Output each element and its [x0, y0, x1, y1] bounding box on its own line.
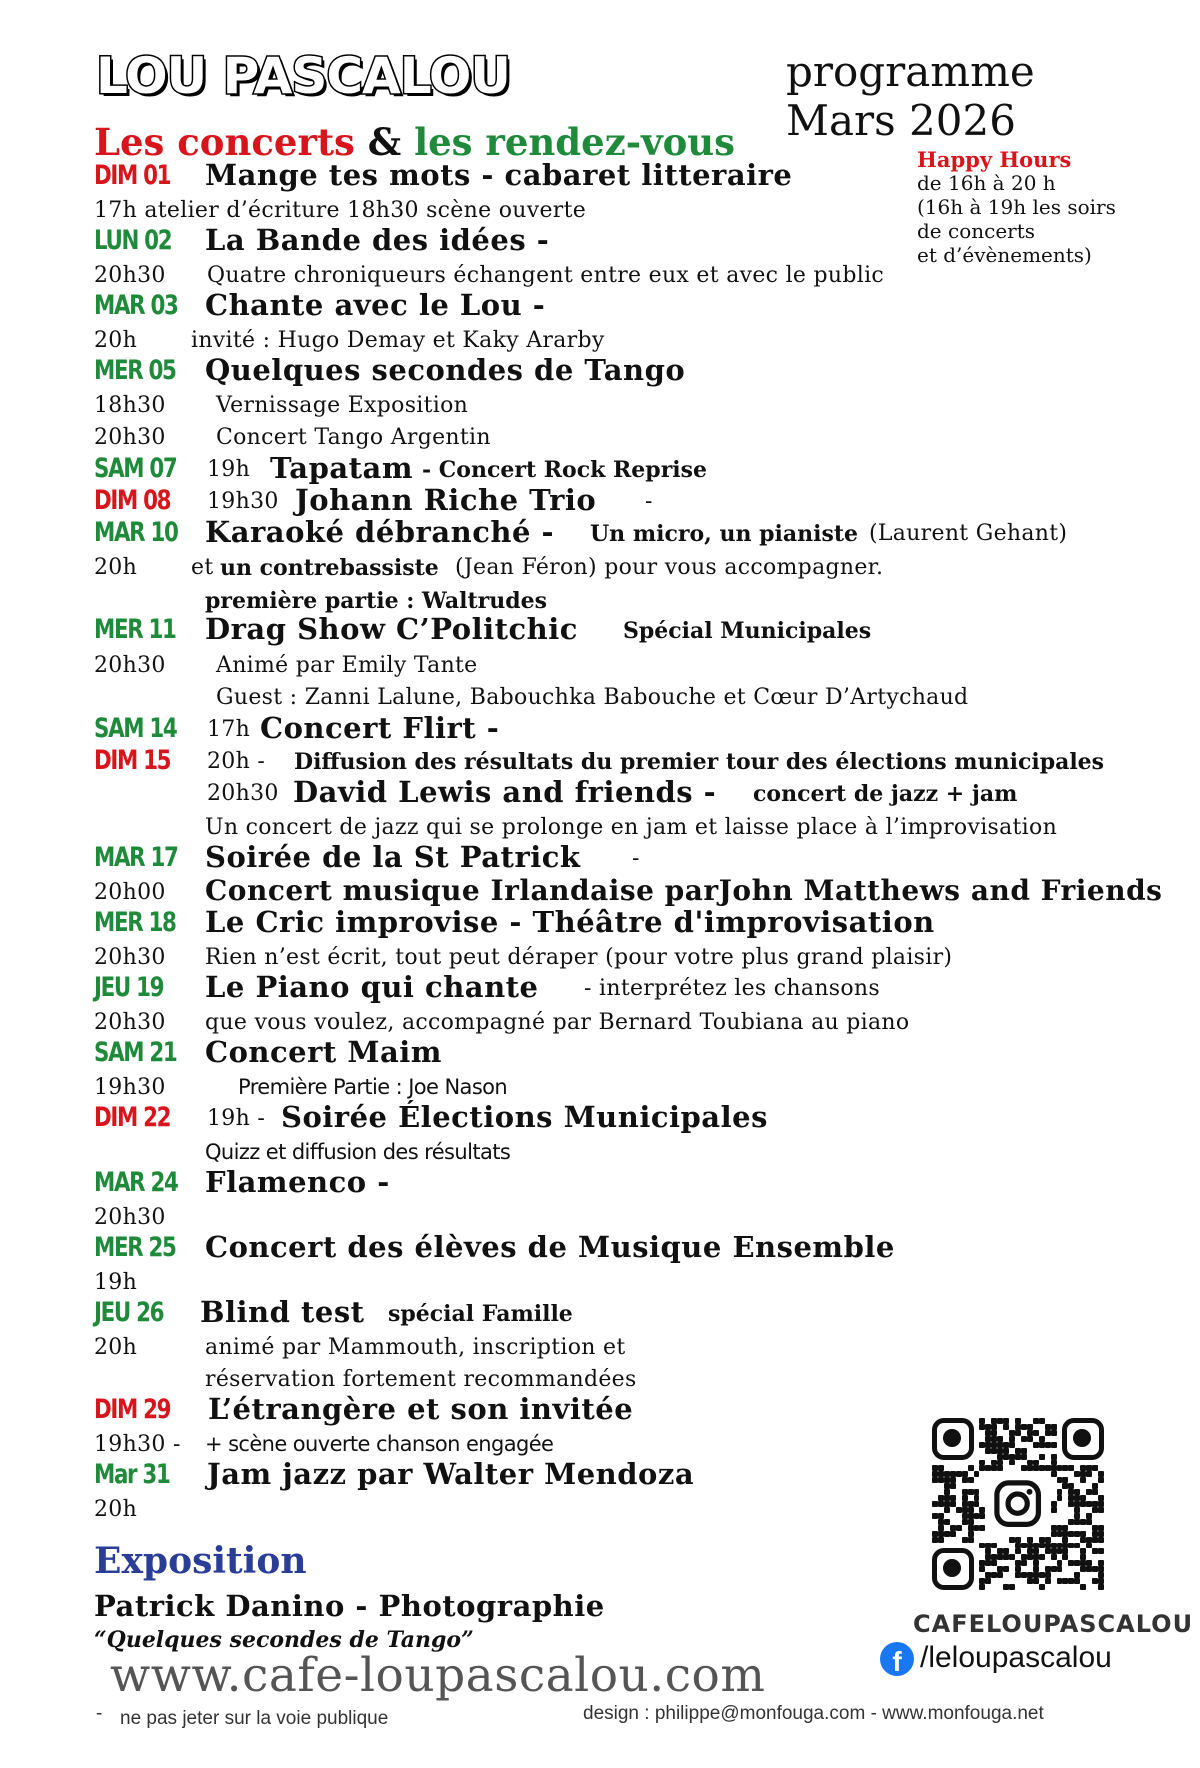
qr-module [968, 1519, 974, 1525]
event-title: Karaoké débranché - [205, 515, 555, 549]
event-title: David Lewis and friends - [293, 775, 717, 809]
event-subtitle: - Concert Rock Reprise [422, 457, 708, 483]
event-time: 20h30 [207, 781, 279, 806]
qr-module [1051, 1531, 1057, 1537]
qr-module [938, 1531, 944, 1537]
qr-module [1033, 1578, 1039, 1584]
facebook-link[interactable] [880, 1641, 1112, 1676]
qr-module [1074, 1513, 1080, 1519]
qr-module [1051, 1507, 1057, 1513]
event-day: MER 18 [94, 907, 176, 938]
qr-module [1098, 1525, 1104, 1531]
qr-module [1045, 1578, 1051, 1584]
qr-module [1027, 1554, 1033, 1560]
event-title: Soirée Élections Municipales [281, 1100, 768, 1134]
event-title: Tapatam [270, 451, 414, 485]
qr-module [1021, 1454, 1027, 1460]
event-day: MER 11 [94, 614, 176, 645]
event-time: 19h30 [94, 1075, 166, 1100]
event-subtitle: - interprétez les chansons [584, 976, 880, 1001]
qr-module [1098, 1537, 1104, 1543]
qr-module [1051, 1566, 1057, 1572]
qr-module [1009, 1554, 1015, 1560]
event-time: 20h30 [94, 1010, 166, 1035]
qr-module [1027, 1424, 1033, 1430]
event-day: MAR 17 [94, 842, 178, 873]
qr-module [962, 1513, 968, 1519]
qr-module [1039, 1454, 1045, 1460]
qr-module [938, 1501, 944, 1507]
qr-module [1009, 1442, 1015, 1448]
event-title: L’étrangère et son invitée [208, 1392, 634, 1426]
event-detail: Vernissage Exposition [216, 393, 469, 418]
qr-module [944, 1507, 950, 1513]
logo-text: LOU PASCALOU [96, 47, 510, 105]
qr-module [979, 1513, 985, 1519]
event-time: 19h [94, 1270, 138, 1295]
qr-module [1062, 1525, 1068, 1531]
event-detail: réservation fortement recommandées [205, 1367, 637, 1392]
qr-module [956, 1525, 962, 1531]
happy-hours-title: Happy Hours [917, 147, 1072, 172]
event-day: DIM 01 [94, 160, 171, 191]
footer-dash: - [96, 1703, 103, 1724]
qr-module [1009, 1584, 1015, 1590]
event-day: DIM 29 [94, 1394, 171, 1425]
qr-module [1021, 1560, 1027, 1566]
website-link[interactable]: www.cafe-loupascalou.com [110, 1648, 766, 1703]
qr-module [1039, 1418, 1045, 1424]
qr-module [997, 1436, 1003, 1442]
event-detail: et [191, 555, 214, 580]
qr-module [938, 1513, 944, 1519]
event-day: SAM 07 [94, 453, 177, 484]
qr-module [962, 1507, 968, 1513]
qr-module [997, 1465, 1003, 1471]
qr-module [1092, 1489, 1098, 1495]
qr-module [1015, 1430, 1021, 1436]
event-title: Chante avec le Lou - [205, 288, 546, 322]
event-detail: Quatre chroniqueurs échangent entre eux et avec le public [207, 263, 885, 288]
event-title: Jam jazz par Walter Mendoza [207, 1457, 695, 1491]
event-time: 18h30 [94, 393, 166, 418]
event-time: 20h30 [94, 653, 166, 678]
event-day: LUN 02 [94, 225, 172, 256]
qr-module [938, 1537, 944, 1543]
event-detail-bold: Diffusion des résultats du premier tour des élections municipales [294, 749, 1105, 775]
event-time: 20h [94, 555, 138, 580]
qr-module [1051, 1525, 1057, 1531]
event-day: MAR 24 [94, 1167, 178, 1198]
event-subtitle: Spécial Municipales [623, 618, 872, 644]
qr-module [1003, 1448, 1009, 1454]
qr-module [1039, 1436, 1045, 1442]
qr-module [1045, 1548, 1051, 1554]
qr-module [962, 1477, 968, 1483]
heading-ampersand: & [367, 120, 402, 164]
qr-module [1021, 1572, 1027, 1578]
qr-module [968, 1531, 974, 1537]
qr-module [1021, 1448, 1027, 1454]
qr-module [1098, 1584, 1104, 1590]
qr-module [1009, 1436, 1015, 1442]
happy-hours-line: de 16h à 20 h [917, 171, 1056, 195]
qr-module [1003, 1566, 1009, 1572]
event-time: 19h [207, 457, 251, 482]
qr-module [1027, 1430, 1033, 1436]
event-day: DIM 08 [94, 485, 171, 516]
qr-module [1057, 1495, 1063, 1501]
event-detail: (Jean Féron) pour vous accompagner. [455, 555, 884, 580]
qr-module [1080, 1531, 1086, 1537]
event-time: 20h30 [94, 263, 166, 288]
event-detail: Animé par Emily Tante [216, 653, 478, 678]
qr-module [956, 1507, 962, 1513]
qr-module [1074, 1578, 1080, 1584]
event-detail: Quizz et diffusion des résultats [205, 1140, 511, 1164]
qr-module [1015, 1548, 1021, 1554]
event-day: MAR 03 [94, 290, 178, 321]
qr-module [1039, 1465, 1045, 1471]
event-detail: Concert Tango Argentin [216, 425, 491, 450]
event-day: JEU 26 [94, 1297, 164, 1328]
event-detail-bold: un contrebassiste [220, 555, 439, 581]
event-title: Concert Flirt - [260, 711, 500, 745]
qr-module [956, 1471, 962, 1477]
qr-module [1062, 1537, 1068, 1543]
event-subtitle: Un micro, un pianiste [590, 521, 858, 547]
event-title: Le Piano qui chante [205, 970, 539, 1004]
qr-module [979, 1584, 985, 1590]
qr-module [944, 1519, 950, 1525]
qr-module [1021, 1436, 1027, 1442]
qr-module [991, 1430, 997, 1436]
qr-module [1027, 1465, 1033, 1471]
qr-module [1051, 1454, 1057, 1460]
event-day: MAR 10 [94, 517, 178, 548]
event-day: MER 05 [94, 355, 176, 386]
event-detail: (Laurent Gehant) [869, 521, 1068, 546]
footer-notice: ne pas jeter sur la voie publique [120, 1708, 389, 1729]
qr-module [1051, 1424, 1057, 1430]
event-day: Mar 31 [94, 1459, 170, 1490]
qr-module [1033, 1430, 1039, 1436]
qr-module [1098, 1531, 1104, 1537]
event-title: Concert des élèves de Musique Ensemble [205, 1230, 895, 1264]
qr-module [1033, 1465, 1039, 1471]
event-title: Drag Show C’Politchic [205, 612, 578, 646]
qr-module [1051, 1554, 1057, 1560]
qr-module [1039, 1442, 1045, 1448]
exposition-heading: Exposition [94, 1540, 307, 1582]
event-detail: invité : Hugo Demay et Kaky Ararby [191, 328, 605, 353]
qr-module [1086, 1519, 1092, 1525]
qr-module [1027, 1578, 1033, 1584]
event-time: 19h30 - [94, 1432, 181, 1457]
qr-module [968, 1489, 974, 1495]
qr-module [950, 1501, 956, 1507]
qr-module [950, 1483, 956, 1489]
qr-module [968, 1525, 974, 1531]
instagram-handle[interactable]: CAFELOUPASCALOU [913, 1610, 1194, 1638]
qr-module [1080, 1477, 1086, 1483]
event-detail: 17h atelier d’écriture 18h30 scène ouverte [94, 198, 587, 223]
event-time: 20h - [207, 749, 266, 774]
qr-module [950, 1525, 956, 1531]
event-day: SAM 14 [94, 713, 177, 744]
event-dash: - [632, 846, 640, 871]
qr-module [1045, 1424, 1051, 1430]
event-day: DIM 15 [94, 745, 171, 776]
qr-module [1033, 1418, 1039, 1424]
qr-module [1039, 1543, 1045, 1549]
event-day: MER 25 [94, 1232, 176, 1263]
qr-module [1051, 1471, 1057, 1477]
event-time: 20h30 [94, 945, 166, 970]
event-title: Soirée de la St Patrick [205, 840, 581, 874]
event-detail-bold: première partie : Waltrudes [205, 588, 547, 614]
qr-module [979, 1507, 985, 1513]
qr-module [1045, 1537, 1051, 1543]
event-title: Mange tes mots - cabaret litteraire [205, 158, 793, 192]
event-time: 19h - [207, 1106, 266, 1131]
happy-hours-line: de concerts [917, 219, 1036, 243]
qr-module [1027, 1436, 1033, 1442]
qr-module [1015, 1537, 1021, 1543]
qr-finder-pattern [932, 1548, 974, 1590]
qr-module [968, 1507, 974, 1513]
qr-module [1098, 1548, 1104, 1554]
qr-module [962, 1537, 968, 1543]
qr-module [968, 1477, 974, 1483]
qr-finder-pattern [932, 1418, 974, 1460]
event-time: 20h [94, 1497, 138, 1522]
qr-module [968, 1513, 974, 1519]
event-day: DIM 22 [94, 1102, 171, 1133]
event-time: 20h30 [94, 425, 166, 450]
qr-module [1027, 1537, 1033, 1543]
qr-module [1080, 1584, 1086, 1590]
event-title: Flamenco - [205, 1165, 390, 1199]
qr-module [938, 1477, 944, 1483]
qr-module [974, 1501, 980, 1507]
event-detail-bold: Concert musique Irlandaise parJohn Matthews and Friends [205, 874, 1163, 907]
month-title: Mars 2026 [786, 96, 1016, 145]
event-subtitle: concert de jazz + jam [753, 781, 1018, 807]
qr-module [1045, 1430, 1051, 1436]
event-day: SAM 21 [94, 1037, 177, 1068]
event-dash: - [645, 489, 653, 514]
qr-module [1086, 1513, 1092, 1519]
event-time: 20h [94, 1335, 138, 1360]
qr-module [968, 1465, 974, 1471]
qr-module [991, 1424, 997, 1430]
exposition-work: “Quelques secondes de Tango” [94, 1627, 474, 1653]
qr-module [1045, 1465, 1051, 1471]
event-title: La Bande des idées - [205, 223, 550, 257]
qr-module [1057, 1566, 1063, 1572]
event-time: 19h30 [207, 489, 279, 514]
event-detail: Première Partie : Joe Nason [238, 1075, 508, 1099]
event-subtitle: spécial Famille [388, 1301, 573, 1327]
qr-module [1021, 1465, 1027, 1471]
qr-module [938, 1525, 944, 1531]
qr-module [1051, 1442, 1057, 1448]
event-detail: Un concert de jazz qui se prolonge en jam et laisse place à l’improvisation [205, 815, 1058, 840]
event-title: Quelques secondes de Tango [205, 353, 686, 387]
event-title: Le Cric improvise - Théâtre d'improvisation [205, 905, 935, 939]
qr-module [1074, 1507, 1080, 1513]
event-detail: Guest : Zanni Lalune, Babouchka Babouche et Cœur D’Artychaud [216, 685, 969, 710]
qr-module [1051, 1430, 1057, 1436]
qr-module [974, 1471, 980, 1477]
happy-hours-line: et d’évènements) [917, 243, 1092, 267]
event-detail: Rien n’est écrit, tout peut déraper (pour votre plus grand plaisir) [205, 945, 953, 970]
exposition-artist: Patrick Danino - Photographie [94, 1589, 605, 1623]
event-detail: + scène ouverte chanson engagée [205, 1432, 554, 1456]
heading-rendez-vous: les rendez-vous [414, 120, 735, 164]
qr-module [1086, 1471, 1092, 1477]
qr-module [962, 1519, 968, 1525]
footer-design-credit: design : philippe@monfouga.com - www.monfouga.net [583, 1703, 1044, 1724]
qr-code[interactable] [932, 1418, 1104, 1590]
happy-hours-line: (16h à 19h les soirs [917, 195, 1116, 219]
facebook-icon: f [880, 1642, 914, 1676]
qr-module [1098, 1477, 1104, 1483]
qr-module [997, 1572, 1003, 1578]
qr-finder-pattern [1062, 1418, 1104, 1460]
qr-module [944, 1531, 950, 1537]
event-detail: que vous voulez, accompagné par Bernard Toubiana au piano [205, 1010, 910, 1035]
event-time: 20h [94, 328, 138, 353]
event-time: 17h [207, 717, 251, 742]
event-title: Concert Maim [205, 1035, 442, 1069]
qr-module [938, 1519, 944, 1525]
qr-module [950, 1531, 956, 1537]
qr-module [1033, 1442, 1039, 1448]
qr-module [968, 1537, 974, 1543]
event-detail: animé par Mammouth, inscription et [205, 1335, 626, 1360]
qr-module [985, 1578, 991, 1584]
qr-module [979, 1525, 985, 1531]
programme-label: programme [786, 47, 1035, 96]
event-title: Blind test [200, 1295, 365, 1329]
qr-module [1045, 1442, 1051, 1448]
qr-module [1003, 1424, 1009, 1430]
event-time: 20h00 [94, 880, 166, 905]
heading-concerts: Les concerts [94, 120, 355, 164]
event-time: 20h30 [94, 1205, 166, 1230]
qr-module [1039, 1572, 1045, 1578]
qr-module [1098, 1507, 1104, 1513]
qr-module [1021, 1424, 1027, 1430]
event-day: JEU 19 [94, 972, 164, 1003]
logo [96, 46, 510, 106]
qr-module [1039, 1584, 1045, 1590]
instagram-icon [988, 1474, 1047, 1533]
facebook-handle: /leloupascalou [920, 1641, 1112, 1674]
qr-module [1021, 1543, 1027, 1549]
qr-module [1039, 1537, 1045, 1543]
qr-module [1039, 1554, 1045, 1560]
event-title: Johann Riche Trio [295, 483, 597, 517]
qr-module [1009, 1460, 1015, 1466]
